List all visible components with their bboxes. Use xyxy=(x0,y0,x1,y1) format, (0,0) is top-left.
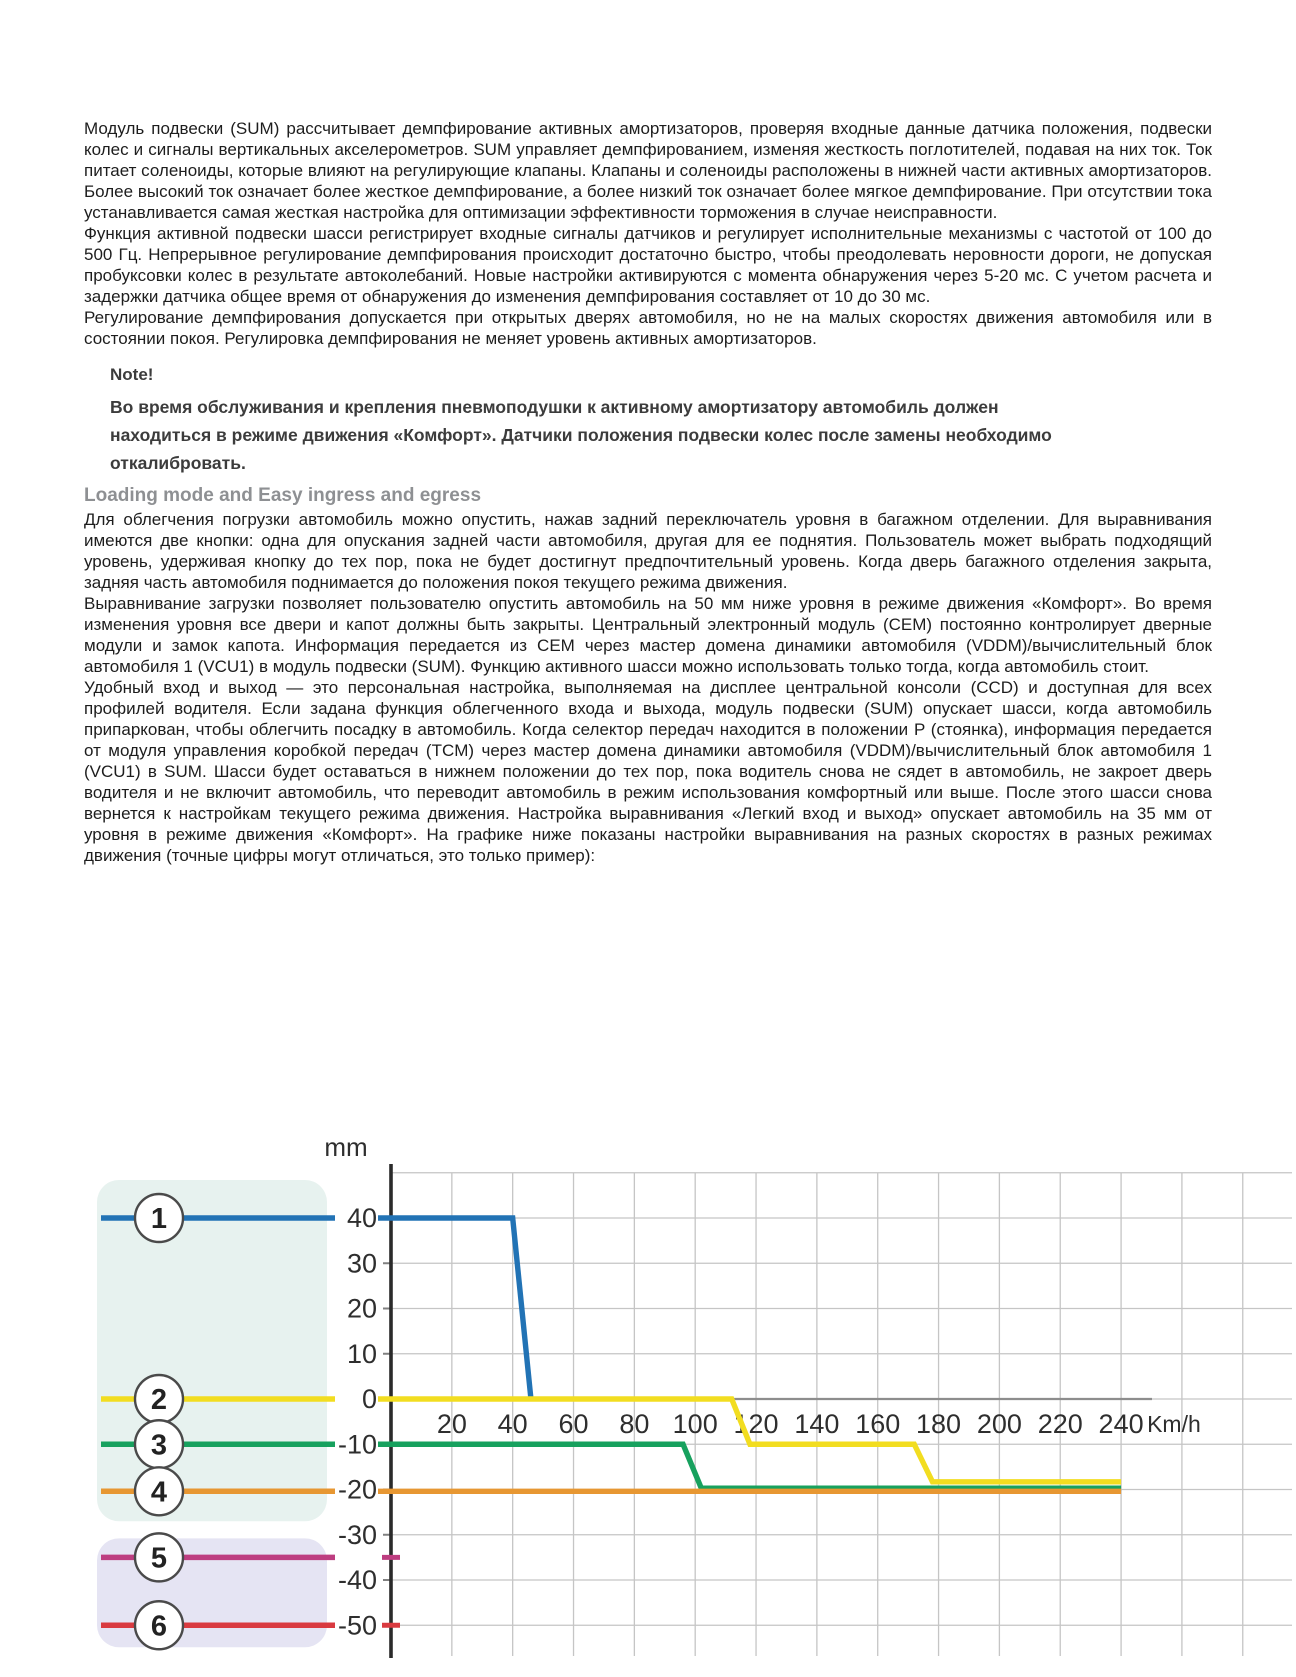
y-tick-label: 30 xyxy=(346,1248,377,1279)
leveling-chart xyxy=(0,1068,1296,1677)
y-tick-label: 0 xyxy=(361,1384,377,1414)
y-tick-label: -30 xyxy=(337,1519,377,1550)
x-tick-label: 220 xyxy=(1037,1409,1083,1439)
legend-number-1: 1 xyxy=(150,1203,168,1235)
x-tick-label: 140 xyxy=(794,1409,840,1439)
note-body: Во время обслуживания и крепления пневмоподушки к активному амортизатору автомобиль должен находиться в режиме движения «Комфорт». Датчики положения подвески колес после замены необходимо откалибровать. xyxy=(110,397,1052,473)
text-column xyxy=(84,118,1212,866)
legend-number-2: 2 xyxy=(150,1384,168,1416)
x-tick-label: 160 xyxy=(855,1409,901,1439)
y-tick-label: 10 xyxy=(346,1338,377,1369)
y-tick-label: 40 xyxy=(346,1203,377,1233)
legend-panel-0 xyxy=(97,1180,327,1521)
x-tick-label: 20 xyxy=(436,1409,467,1439)
section-heading: Loading mode and Easy ingress and egress xyxy=(84,485,482,506)
x-tick-label: 80 xyxy=(619,1409,650,1439)
paragraph-easy-ingress: Удобный вход и выход — это персональная настройка, выполняемая на дисплее центральной консоли (CCD) и доступная для всех профилей водителя. Если задана функция облегченного входа и выхода, модуль подвески (SUM) опускает шасси, когда автомобиль припаркован, чтобы облегчить посадку в автомобиль. Когда селектор передач находится в положении P (стоянка), информация передается от модуля управления коробкой передач (TCM) через мастер домена динамики автомобиля (VDDM)/вычислительный блок автомобиля 1 (VCU1) в SUM. Шасси будет оставаться в нижнем положении до тех пор, пока водитель снова не сядет в автомобиль, не закроет дверь водителя и не включит автомобиль, что переводит автомобиль в режим использования комфортный или выше. После этого шасси снова вернется к настройкам текущего режима движения. Настройка выравнивания «Легкий вход и выход» опускает автомобиль на 35 мм от уровня в режиме движения «Комфорт». На графике ниже показаны настройки выравнивания на разных скоростях в разных режимах движения (точные цифры могут отличаться, это только пример): xyxy=(84,678,1212,865)
y-tick-label: -10 xyxy=(337,1429,377,1460)
paragraph-active-chassis: Функция активной подвески шасси регистрирует входные сигналы датчиков и регулирует исполнительные механизмы с частотой от 100 до 500 Гц. Непрерывное регулирование демпфирования происходит достаточно быстро, чтобы преодолевать неровности дороги, не допуская пробуксовки колес в результате автоколебаний. Новые настройки активируются с момента обнаружения через 5-20 мс. С учетом расчета и задержки датчика общее время от обнаружения до изменения демпфирования составляет от 10 до 30 мс. xyxy=(84,224,1212,306)
x-tick-label: 180 xyxy=(916,1409,962,1439)
paragraph-damping-regulation: Регулирование демпфирования допускается при открытых дверях автомобиля, но не на малых скоростях движения автомобиля или в состоянии покоя. Регулировка демпфирования не меняет уровень активных амортизаторов. xyxy=(84,308,1212,348)
y-tick-label: 20 xyxy=(346,1293,377,1324)
y-axis-unit-label: mm xyxy=(324,1132,368,1162)
paragraph-load-leveling: Выравнивание загрузки позволяет пользователю опустить автомобиль на 50 мм ниже уровня в режиме движения «Комфорт». Во время изменения уровня все двери и капот должны быть закрыты. Центральный электронный модуль (CEM) постоянно контролирует дверные модули и замок капота. Информация передается из CEM через мастер домена динамики автомобиля (VDDM)/вычислительный блок автомобиля 1 (VCU1) в модуль подвески (SUM). Функцию активного шасси можно использовать только тогда, когда автомобиль стоит. xyxy=(84,594,1212,676)
paragraph-loading-mode: Для облегчения погрузки автомобиль можно опустить, нажав задний переключатель уровня в багажном отделении. Для выравнивания имеются две кнопки: одна для опускания задней части автомобиля, другая для ее поднятия. Пользователь может выбрать подходящий уровень, удерживая кнопку до тех пор, пока не будет достигнут предпочтительный уровень. Когда дверь багажного отделения закрыта, задняя часть автомобиля поднимается до положения покоя текущего режима движения. xyxy=(84,510,1212,592)
x-tick-label: 100 xyxy=(672,1409,718,1439)
y-tick-label: -20 xyxy=(337,1474,377,1505)
note-title: Note! xyxy=(110,365,154,384)
paragraph-sum-damping: Модуль подвески (SUM) рассчитывает демпфирование активных амортизаторов, проверяя входные данные датчика положения, подвески колес и сигналы вертикальных акселерометров. SUM управляет демпфированием, изменяя жесткость поглотителей, подавая на них ток. Ток питает соленоиды, которые влияют на регулирующие клапаны. Клапаны и соленоиды расположены в нижней части активных амортизаторов. Более высокий ток означает более жесткое демпфирование, а более низкий ток означает более мягкое демпфирование. При отсутствии тока устанавливается самая жесткая настройка для оптимизации эффективности торможения в случае неисправности. xyxy=(84,119,1212,222)
y-tick-label: -50 xyxy=(337,1610,377,1641)
x-tick-label: 200 xyxy=(976,1409,1022,1439)
x-axis-unit-label: Km/h xyxy=(1147,1411,1201,1437)
y-tick-label: -40 xyxy=(337,1565,377,1595)
legend-number-4: 4 xyxy=(150,1476,168,1509)
x-tick-label: 240 xyxy=(1098,1409,1144,1439)
legend-number-5: 5 xyxy=(150,1542,168,1575)
x-tick-label: 40 xyxy=(497,1409,528,1439)
legend-number-6: 6 xyxy=(150,1610,168,1643)
note-block xyxy=(110,364,1095,477)
x-tick-label: 60 xyxy=(558,1409,589,1439)
legend-number-3: 3 xyxy=(150,1429,168,1462)
x-tick-label: 120 xyxy=(733,1409,779,1439)
